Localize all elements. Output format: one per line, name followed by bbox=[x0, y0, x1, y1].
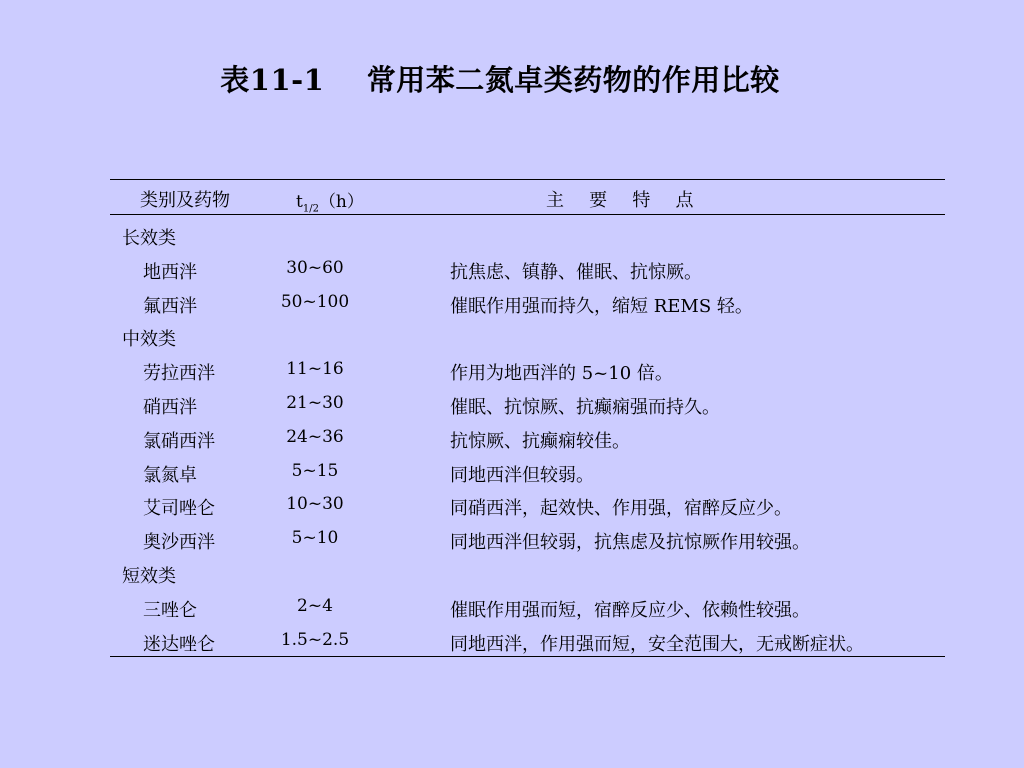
row-name: 地西泮 bbox=[143, 261, 197, 283]
table-row bbox=[110, 420, 945, 454]
table-row bbox=[110, 589, 945, 623]
row-name: 硝西泮 bbox=[143, 396, 197, 418]
row-name: 艾司唑仑 bbox=[143, 498, 215, 520]
row-half-life: 30~60 bbox=[286, 257, 344, 278]
page-title: 表11-1 常用苯二氮卓类药物的作用比较 bbox=[220, 63, 780, 97]
row-feature: 同地西泮但较弱，抗焦虑及抗惊厥作用较强。 bbox=[450, 532, 810, 554]
row-name: 中效类 bbox=[122, 329, 176, 351]
row-feature: 同地西泮但较弱。 bbox=[450, 464, 594, 486]
row-feature: 作用为地西泮的 5~10 倍。 bbox=[450, 363, 673, 385]
table-row bbox=[110, 352, 945, 386]
row-half-life: 50~100 bbox=[280, 291, 350, 312]
row-name: 短效类 bbox=[122, 565, 176, 587]
row-half-life: 24~36 bbox=[286, 426, 344, 447]
row-half-life: 1.5~2.5 bbox=[280, 629, 350, 650]
row-feature: 同硝西泮，起效快、作用强，宿醉反应少。 bbox=[450, 498, 792, 520]
row-feature: 抗惊厥、抗癫痫较佳。 bbox=[450, 430, 630, 452]
row-half-life: 2~4 bbox=[297, 595, 333, 616]
header-category: 类别及药物 bbox=[140, 190, 230, 211]
header-features: 主 要 特 点 bbox=[546, 190, 696, 211]
table-row bbox=[110, 454, 945, 488]
row-feature: 抗焦虑、镇静、催眠、抗惊厥。 bbox=[450, 261, 702, 283]
row-feature: 催眠作用强而短，宿醉反应少、依赖性较强。 bbox=[450, 599, 810, 621]
row-feature: 催眠、抗惊厥、抗癫痫强而持久。 bbox=[450, 396, 720, 418]
header-half-life bbox=[296, 187, 364, 214]
table-body bbox=[110, 215, 945, 656]
drug-comparison-table bbox=[110, 179, 945, 657]
row-name: 三唑仑 bbox=[143, 599, 197, 621]
row-name: 迷达唑仑 bbox=[143, 633, 215, 655]
table-header bbox=[110, 180, 945, 214]
row-half-life: 21~30 bbox=[286, 392, 344, 413]
table-bottom-rule bbox=[110, 656, 945, 657]
table-row bbox=[110, 521, 945, 555]
table-row bbox=[110, 318, 945, 352]
table-row bbox=[110, 555, 945, 589]
row-feature: 催眠作用强而持久，缩短 REMS 轻。 bbox=[450, 295, 753, 317]
row-half-life: 10~30 bbox=[286, 494, 344, 515]
header-half-life-main: t bbox=[296, 192, 303, 212]
table-row bbox=[110, 623, 945, 657]
row-half-life: 11~16 bbox=[286, 359, 344, 380]
row-name: 氯氮卓 bbox=[143, 464, 197, 486]
row-half-life: 5~10 bbox=[291, 528, 339, 549]
row-half-life: 5~15 bbox=[291, 460, 339, 481]
table-row bbox=[110, 217, 945, 251]
table-row bbox=[110, 285, 945, 319]
table-row bbox=[110, 251, 945, 285]
row-name: 氯硝西泮 bbox=[143, 430, 215, 452]
header-half-life-unit: （h） bbox=[318, 192, 364, 212]
table-row bbox=[110, 487, 945, 521]
row-feature: 同地西泮，作用强而短，安全范围大，无戒断症状。 bbox=[450, 633, 864, 655]
table-row bbox=[110, 386, 945, 420]
row-name: 奥沙西泮 bbox=[143, 532, 215, 554]
row-name: 劳拉西泮 bbox=[143, 363, 215, 385]
row-name: 长效类 bbox=[122, 228, 176, 249]
header-half-life-sub: 1/2 bbox=[302, 203, 319, 215]
row-name: 氟西泮 bbox=[143, 295, 197, 317]
